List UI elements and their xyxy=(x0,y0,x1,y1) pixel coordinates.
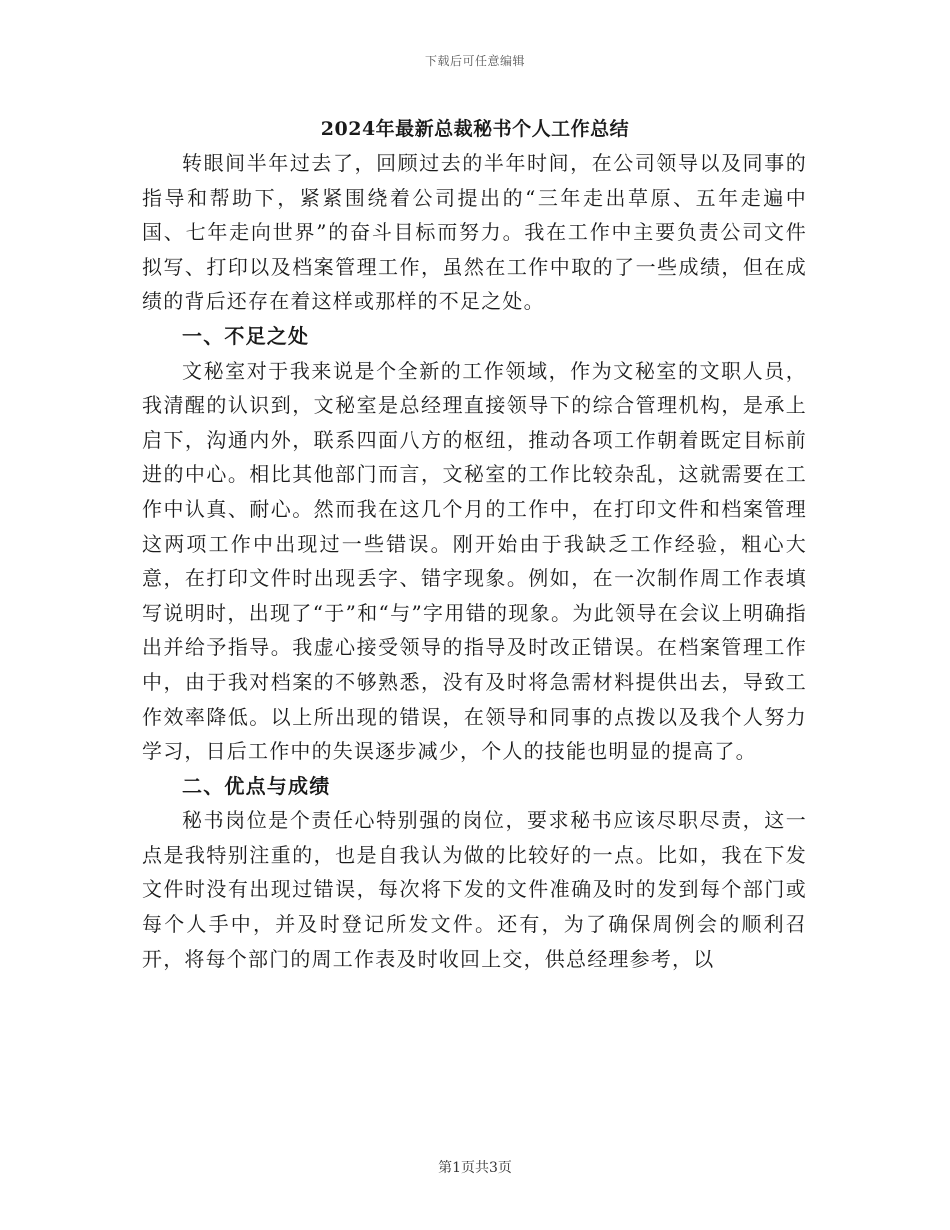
document-body xyxy=(142,146,807,976)
section-heading-shortcomings: 一、不足之处 xyxy=(182,323,310,348)
header-note: 下载后可任意编辑 xyxy=(424,54,525,68)
document-title: 2024年最新总裁秘书个人工作总结 xyxy=(320,118,630,140)
page-footer: 第1页共3页 xyxy=(438,1160,512,1176)
strengths-paragraph: 秘书岗位是个责任心特别强的岗位，要求秘书应该尽职尽责，这一点是我特别注重的，也是自我认为做的比较好的一点。比如，我在下发文件时没有出现过错误，每次将下发的文件准确及时的发到每个部门或每个人手中，并及时登记所发文件。还有，为了确保周例会的顺利召开，将每个部门的周工作表及时收回上交，供总经理参考，以 xyxy=(142,808,807,971)
section-heading-strengths: 二、优点与成绩 xyxy=(182,773,331,798)
intro-paragraph: 转眼间半年过去了，回顾过去的半年时间，在公司领导以及同事的指导和帮助下，紧紧围绕着公司提出的“三年走出草原、五年走遍中国、七年走向世界”的奋斗目标而努力。我在工作中主要负责公司文件拟写、打印以及档案管理工作，虽然在工作中取的了一些成绩，但在成绩的背后还存在着这样或那样的不足之处。 xyxy=(142,151,807,314)
shortcomings-paragraph: 文秘室对于我来说是个全新的工作领域，作为文秘室的文职人员，我清醒的认识到，文秘室是总经理直接领导下的综合管理机构，是承上启下，沟通内外，联系四面八方的枢纽，推动各项工作朝着既定目标前进的中心。相比其他部门而言，文秘室的工作比较杂乱，这就需要在工作中认真、耐心。然而我在这几个月的工作中，在打印文件和档案管理这两项工作中出现过一些错误。刚开始由于我缺乏工作经验，粗心大意，在打印文件时出现丢字、错字现象。例如，在一次制作周工作表填写说明时，出现了“于”和“与”字用错的现象。为此领导在会议上明确指出并给予指导。我虚心接受领导的指导及时改正错误。在档案管理工作中，由于我对档案的不够熟悉，没有及时将急需材料提供出去，导致工作效率降低。以上所出现的错误，在领导和同事的点拨以及我个人努力学习，日后工作中的失误逐步减少，个人的技能也明显的提高了。 xyxy=(142,358,807,764)
